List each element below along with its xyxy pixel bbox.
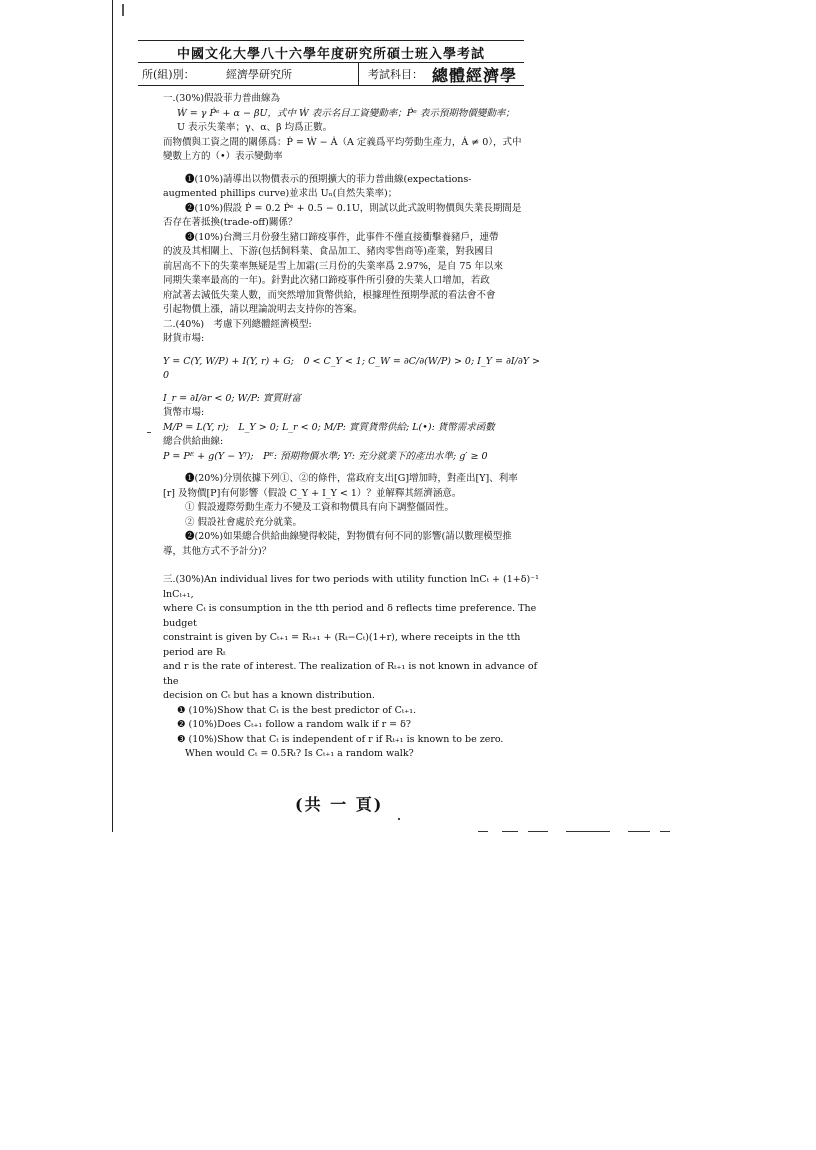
header-vertical-divider [358, 62, 359, 85]
q2-part2: ❷(20%)如果總合供給曲線變得較陡，對物價有何不同的影響(請以數理模型推 [185, 531, 512, 542]
left-margin-rule [112, 0, 113, 832]
q3-sub3: ❸ (10%)Show that Cₜ is independent of r if Rₜ₊₁ is known to be zero. [177, 733, 504, 745]
q1-relation-note: 變數上方的（•）表示變動率 [163, 151, 283, 162]
q1-variables: U 表示失業率；γ、α、β 均爲正數。 [177, 122, 333, 133]
scan-mark [147, 432, 151, 433]
dept-name: 經濟學研究所 [226, 68, 292, 81]
q2-equation-goods: Y = C(Y, W/P) + I(Y, r) + G; 0 < C_Y < 1; C_W = ∂C/∂(W/P) > 0; I_Y = ∂I/∂Y > 0 [163, 355, 540, 381]
q2-condition2: ② 假設社會處於充分就業。 [185, 516, 303, 528]
scan-dash [628, 831, 650, 832]
q3-line2: where Cₜ is consumption in the tth period and δ reflects time preference. The budget [163, 603, 537, 629]
q1-relation: 而物價與工資之間的關係爲：Ṗ = Ẇ − Ȧ（A 定義爲平均勞動生產力，Ȧ ≠ 0），式中 [163, 136, 522, 148]
q1-part3-line6: 引起物價上漲，請以理論說明去支持你的答案。 [163, 304, 363, 315]
scan-dot [398, 818, 400, 820]
exam-title: 中國文化大學八十六學年度研究所碩士班入學考試 [176, 47, 485, 62]
q2-goods-market: 財貨市場: [163, 333, 205, 344]
q2-heading: 二.(40%) 考慮下列總體經濟模型: [163, 318, 312, 330]
q2-part2-cont: 導，其他方式不予計分)？ [163, 545, 272, 557]
scan-mark [122, 4, 124, 16]
q1-part2: ❷(10%)假設 Ṗ = 0.2 Ṗᵉ + 0.5 − 0.1U，則試以此式說明物價與失業長期間是 [185, 202, 522, 214]
q2-money-market: 貨幣市場: [163, 407, 205, 418]
q1-part3: ❸(10%)台灣三月份發生豬口蹄疫事件，此事件不僅直接衝擊養豬戶，連帶 [185, 231, 499, 243]
q3-line4: and r is the rate of interest. The realization of Rₜ₊₁ is not known in advance of the [163, 661, 538, 687]
exam-header [138, 40, 524, 86]
q1-part3-line4: 同期失業率最高的一年)。針對此次豬口蹄疫事件所引發的失業人口增加，若政 [163, 275, 490, 286]
page-count: (共 一 頁) [295, 795, 384, 814]
scan-dash [478, 831, 488, 832]
q2-aggregate-supply: 總合供給曲線: [163, 436, 224, 447]
q1-part3-line2: 的波及其相關上、下游(包括飼料業、食品加工、豬肉零售商等)產業，對我國目 [163, 246, 494, 257]
q3-line3: constraint is given by Cₜ₊₁ = Rₜ₊₁ + (Rₜ−Cₜ)(1+r), where receipts in the tth period are Rₜ [163, 632, 521, 658]
scan-dash [528, 831, 548, 832]
q1-part1-cont: augmented phillips curve)並求出 Uₙ(自然失業率)； [163, 188, 398, 199]
q1-part3-line5: 府試著去減低失業人數，而突然增加貨幣供給，根據理性預期學派的看法會不會 [163, 289, 496, 301]
q2-equation-supply: P = Pᴱ + g(Y − Yᶠ); Pᴱ: 預期物價水準; Yᶠ: 充分就業下的產出水準; g′ ≥ 0 [163, 450, 488, 462]
subject-label: 考試科目： [368, 68, 423, 81]
scan-dash [566, 831, 610, 832]
q2-equation-money: M/P = L(Y, r); L_Y > 0; L_r < 0; M/P: 實質貨幣供給; L(•): 貨幣需求函數 [163, 421, 495, 433]
q1-part3-line3: 前居高不下的失業率無疑是雪上加霜(三月份的失業率爲 2.97%，是自 75 年以來 [163, 260, 504, 272]
scan-dash [660, 831, 670, 832]
q3-line5: decision on Cₜ but has a known distribution. [163, 690, 375, 701]
q1-equation: Ẇ = γ Ṗᵉ + α − βU，式中 Ẇ 表示名目工資變動率；Ṗᵉ 表示預期物價變動率； [177, 107, 515, 119]
q3-heading: 三.(30%)An individual lives for two periods with utility function lnCₜ + (1+δ)⁻¹ lnCₜ₊₁, [163, 574, 539, 600]
q3-sub2: ❷ (10%)Does Cₜ₊₁ follow a random walk if r = δ? [177, 719, 411, 730]
q1-heading: 一.(30%)假設菲力普曲線為 [163, 93, 281, 104]
q2-equation-investment: I_r = ∂I/∂r < 0; W/P: 實質財富 [163, 392, 301, 404]
q2-part1-cont: [r] 及物價[P]有何影響（假設 C_Y + I_Y < 1）？並解釋其經濟涵意。 [163, 487, 462, 499]
q2-part1: ❶(20%)分別依據下列①、②的條件，當政府支出[G]增加時，對產出[Y]、利率 [185, 473, 518, 484]
q1-part1: ❶(10%)請導出以物價表示的預期擴大的菲力普曲線(expectations- [185, 173, 472, 185]
exam-body [163, 92, 541, 762]
q2-condition1: ① 假設邊際勞動生產力不變及工資和物價具有向下調整僵固性。 [185, 502, 455, 513]
q3-sub3-cont: When would Cₜ = 0.5Rₜ? Is Cₜ₊₁ a random walk? [185, 748, 414, 759]
subject-name: 總體經濟學 [432, 66, 518, 85]
dept-label: 所(組)別： [142, 68, 195, 81]
q1-part2-cont: 否存在著抵換(trade-off)關係？ [163, 217, 298, 228]
scan-dash [502, 831, 518, 832]
q3-sub1: ❶ (10%)Show that Cₜ is the best predictor of Cₜ₊₁. [177, 704, 417, 716]
